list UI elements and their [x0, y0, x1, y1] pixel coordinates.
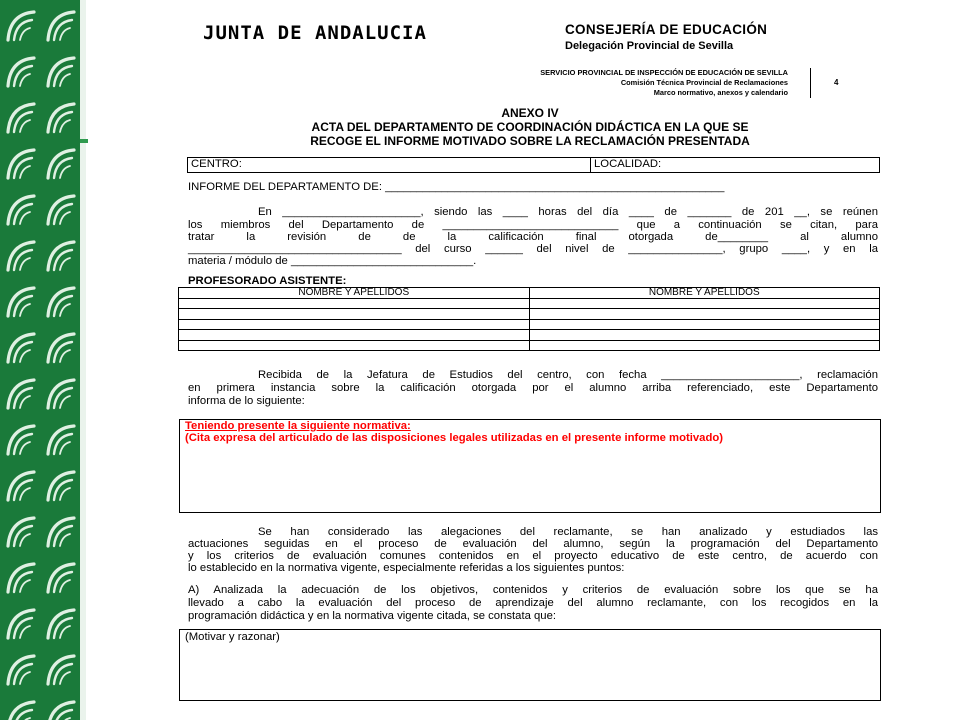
laurel-motif-icon	[48, 12, 74, 40]
laurel-motif-icon	[48, 104, 74, 132]
laurel-pattern-icon	[0, 0, 80, 720]
header-divider	[810, 68, 811, 98]
servicio-line: SERVICIO PROVINCIAL DE INSPECCIÓN DE EDUCACIÓN DE SEVILLA	[540, 68, 788, 77]
p1-line-1: En ______________________, siendo las ____ horas del día ____ de _______ de 201 __, se reúnen	[258, 206, 878, 218]
laurel-motif-icon	[8, 242, 34, 270]
p3-line-1: Se han considerado las alegaciones del reclamante, se han analizado y estudiados las	[258, 526, 878, 538]
annex-title	[180, 106, 880, 148]
table-row	[179, 298, 880, 309]
laurel-motif-icon	[48, 58, 74, 86]
table-header-row	[179, 288, 880, 299]
table-row	[179, 340, 880, 351]
laurel-motif-icon	[8, 288, 34, 316]
marco-line: Marco normativo, anexos y calendario	[653, 88, 788, 97]
laurel-motif-icon	[8, 334, 34, 362]
laurel-motif-icon	[48, 472, 74, 500]
laurel-motif-icon	[48, 518, 74, 546]
p1-line-3: tratar la revisión de de la calificación final otorgada de________ al alumno	[188, 231, 878, 243]
p1-line-4: __________________________________ del curso ______ del nivel de _______________, grupo ____, y en la	[188, 243, 878, 255]
laurel-motif-icon	[48, 610, 74, 638]
laurel-motif-icon	[8, 472, 34, 500]
table-cell[interactable]	[529, 298, 880, 309]
laurel-motif-icon	[8, 58, 34, 86]
p2-line-2: en primera instancia sobre la calificación otorgada por el alumno arriba referenciado, este Departamento	[188, 382, 878, 394]
normativa-title: Teniendo presente la siguiente normativa:	[185, 420, 411, 432]
laurel-motif-icon	[8, 610, 34, 638]
comision-line: Comisión Técnica Provincial de Reclamaciones	[620, 78, 788, 87]
motivar-label: (Motivar y razonar)	[185, 631, 280, 643]
localidad-label: LOCALIDAD:	[594, 158, 662, 170]
table-cell[interactable]	[529, 319, 880, 330]
junta-de-andalucia-logo-text: JUNTA DE ANDALUCIA	[203, 22, 427, 44]
centro-label: CENTRO:	[191, 158, 242, 170]
laurel-motif-icon	[8, 196, 34, 224]
laurel-motif-icon	[48, 564, 74, 592]
delegacion-subtitle: Delegación Provincial de Sevilla	[565, 40, 734, 52]
table-cell[interactable]	[179, 298, 530, 309]
informe-departamento-line: INFORME DEL DEPARTAMENTO DE: ______________________________________________________	[188, 181, 725, 193]
laurel-motif-icon	[8, 426, 34, 454]
laurel-motif-icon	[48, 334, 74, 362]
laurel-motif-icon	[8, 380, 34, 408]
p2-line-3: informa de lo siguiente:	[188, 395, 305, 407]
laurel-motif-icon	[8, 518, 34, 546]
teachers-table	[178, 287, 880, 351]
p2-line-1: Recibida de la Jefatura de Estudios del centro, con fecha ______________________, reclamación	[258, 369, 878, 381]
band-edge	[80, 0, 86, 720]
table-cell[interactable]	[529, 340, 880, 351]
laurel-motif-icon	[8, 12, 34, 40]
table-cell[interactable]	[179, 319, 530, 330]
laurel-motif-icon	[8, 656, 34, 684]
laurel-motif-icon	[48, 656, 74, 684]
point-a-line-1: A) Analizada la adecuación de los objetivos, contenidos y criterios de evaluación sobre los que se ha	[188, 584, 878, 596]
title-line-1: ACTA DEL DEPARTAMENTO DE COORDINACIÓN DIDÁCTICA EN LA QUE SE	[311, 120, 749, 134]
title-line-2: RECOGE EL INFORME MOTIVADO SOBRE LA RECLAMACIÓN PRESENTADA	[310, 134, 750, 148]
decorative-green-band	[0, 0, 80, 720]
table-cell[interactable]	[179, 330, 530, 341]
profesorado-heading: PROFESORADO ASISTENTE:	[188, 275, 347, 287]
normativa-instructions: (Cita expresa del articulado de las disposiciones legales utilizadas en el presente informe motivado)	[185, 432, 724, 444]
table-cell[interactable]	[179, 340, 530, 351]
laurel-motif-icon	[8, 702, 34, 720]
anexo-label: ANEXO IV	[501, 106, 559, 120]
band-tick	[80, 139, 88, 143]
column-header-2: NOMBRE Y APELLIDOS	[529, 288, 880, 299]
p3-line-3: y los criterios de evaluación comunes contenidos en el proyecto educativo de este centro, de acuerdo con	[188, 550, 878, 562]
table-row	[179, 319, 880, 330]
centro-localidad-box	[187, 157, 880, 173]
table-cell[interactable]	[529, 309, 880, 320]
column-header-1: NOMBRE Y APELLIDOS	[179, 288, 530, 299]
table-cell[interactable]	[529, 330, 880, 341]
p3-line-4: lo establecido en la normativa vigente, especialmente referidas a los siguientes puntos:	[188, 562, 625, 574]
p3-line-2: actuaciones seguidas en el proceso de evaluación del alumno, según la programación del Departamento	[188, 538, 878, 550]
page-number: 4	[834, 78, 839, 87]
laurel-motif-icon	[48, 380, 74, 408]
laurel-motif-icon	[48, 426, 74, 454]
motivar-box[interactable]	[179, 629, 881, 701]
point-a-line-2: llevado a cabo la evaluación del proceso de aprendizaje del alumno reclamante, con los recogidos en la	[188, 597, 878, 609]
table-row	[179, 330, 880, 341]
box-divider	[590, 158, 591, 172]
laurel-motif-icon	[48, 702, 74, 720]
laurel-motif-icon	[48, 150, 74, 178]
consejeria-title: CONSEJERÍA DE EDUCACIÓN	[565, 22, 768, 37]
p1-line-5: materia / módulo de _____________________________.	[188, 255, 477, 267]
laurel-motif-icon	[48, 288, 74, 316]
point-a-line-3: programación didáctica y en la normativa vigente citada, se constata que:	[188, 610, 556, 622]
p1-line-2: los miembros del Departamento de ____________________________ que a continuación se citan, para	[188, 219, 878, 231]
laurel-motif-icon	[8, 150, 34, 178]
laurel-motif-icon	[48, 196, 74, 224]
laurel-motif-icon	[48, 242, 74, 270]
table-row	[179, 309, 880, 320]
laurel-motif-icon	[8, 564, 34, 592]
service-header	[420, 68, 788, 98]
laurel-motif-icon	[8, 104, 34, 132]
table-cell[interactable]	[179, 309, 530, 320]
